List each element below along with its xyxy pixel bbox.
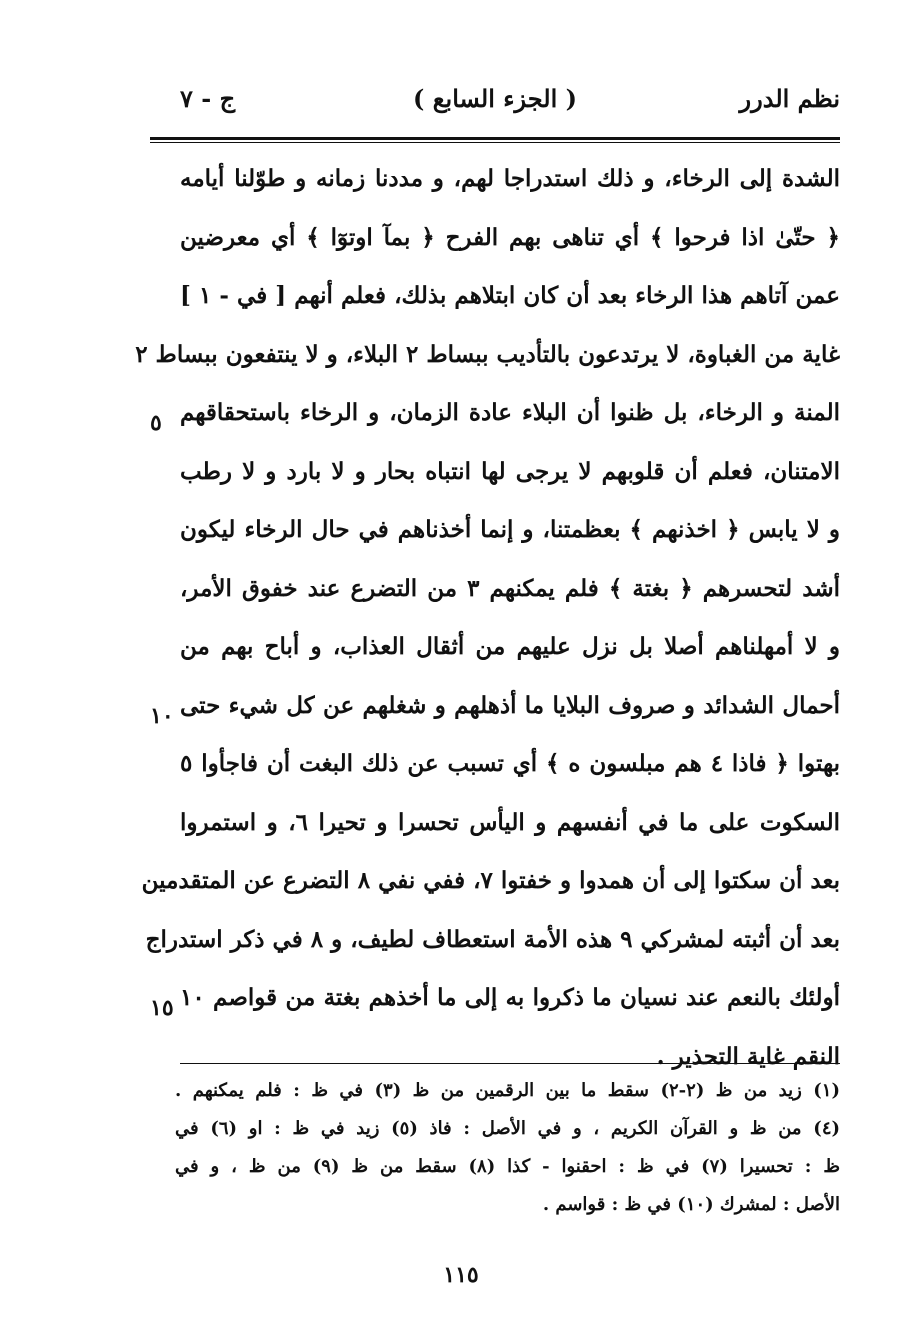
footnote-rule (180, 1063, 840, 1064)
text-line: ﴿ حتّىٰ اذا فرحوا ﴾ أي تناهى بهم الفرح ﴿ بمآ اوتوٓا ﴾ أي معرضين (180, 223, 840, 251)
footnotes (175, 1072, 840, 1224)
footnote-line: (٤) من ظ و القرآن الكريم ، و في الأصل : فاذ (٥) زيد في ظ : او (٦) في (175, 1118, 841, 1139)
text-line: أحمال الشدائد و صروف البلايا ما أذهلهم و شغلهم عن كل شيء حتى (180, 691, 840, 719)
line-number-15: ١٥ (150, 995, 174, 1021)
text-line: الامتنان، فعلم أن قلوبهم لا يرجى لها انتباه بحار و لا بارد و لا رطب (180, 457, 840, 485)
footnote-line: الأصل : لمشرك (١٠) في ظ : قواسم . (542, 1194, 840, 1215)
text-line: بعد أن سكتوا إلى أن همدوا و خفتوا ٧، ففي نفي ٨ التضرع عن المتقدمين (141, 867, 840, 894)
line-number-5: ٥ (150, 410, 162, 436)
text-line: الشدة إلى الرخاء، و ذلك استدراجا لهم، و مددنا زمانه و طوّلنا أيامه (180, 165, 840, 192)
running-header (150, 84, 840, 128)
header-rule-thin (150, 142, 840, 143)
text-line: و لا يابس ﴿ اخذنهم ﴾ بعظمتنا، و إنما أخذناهم في حال الرخاء ليكون (180, 516, 840, 543)
text-line: و لا أمهلناهم أصلا بل نزل عليهم من أثقال العذاب، و أباح بهم من (180, 633, 840, 660)
page-number: ١١٥ (443, 1262, 479, 1288)
book-title: نظم الدرر (739, 84, 840, 113)
part-title: ( الجزء السابع ) (413, 84, 577, 113)
footnote-line: (١) زيد من ظ (٢-٢) سقط ما بين الرقمين من ظ (٣) في ظ : فلم يمكنهم . (175, 1080, 840, 1101)
text-line: بهتوا ﴿ فاذا ٤ هم مبلسون ه ﴾ أي تسبب عن ذلك البغت أن فاجأوا ٥ (180, 750, 840, 777)
text-line: المنة و الرخاء، بل ظنوا أن البلاء عادة الزمان، و الرخاء باستحقاقهم (180, 399, 840, 426)
text-line: النقم غاية التحذير . (656, 1042, 840, 1070)
part-short: ج - ٧ (180, 84, 236, 113)
text-line: غاية من الغباوة، لا يرتدعون بالتأديب ببساط ٢ البلاء، و لا ينتفعون ببساط ٢ (135, 340, 840, 368)
header-rule (150, 137, 840, 140)
text-line: بعد أن أثبته لمشركي ٩ هذه الأمة استعطاف لطيف، و ٨ في ذكر استدراج (145, 925, 840, 953)
text-line: أولئك بالنعم عند نسيان ما ذكروا به إلى ما أخذهم بغتة من قواصم ١٠ (180, 984, 840, 1011)
line-number-10: ١٠ (150, 703, 174, 729)
text-line: عمن آتاهم هذا الرخاء بعد أن كان ابتلاهم بذلك، فعلم أنهم [ في - ١ ] (180, 282, 841, 309)
text-line: أشد لتحسرهم ﴿ بغتة ﴾ فلم يمكنهم ٣ من التضرع عند خفوق الأمر، (180, 574, 840, 602)
text-line: السكوت على ما في أنفسهم و اليأس تحسرا و تحيرا ٦، و استمروا (180, 808, 840, 836)
footnote-line: ظ : تحسيرا (٧) في ظ : احقنوا - كذا (٨) سقط من ظ (٩) من ظ ، و في (175, 1156, 840, 1177)
